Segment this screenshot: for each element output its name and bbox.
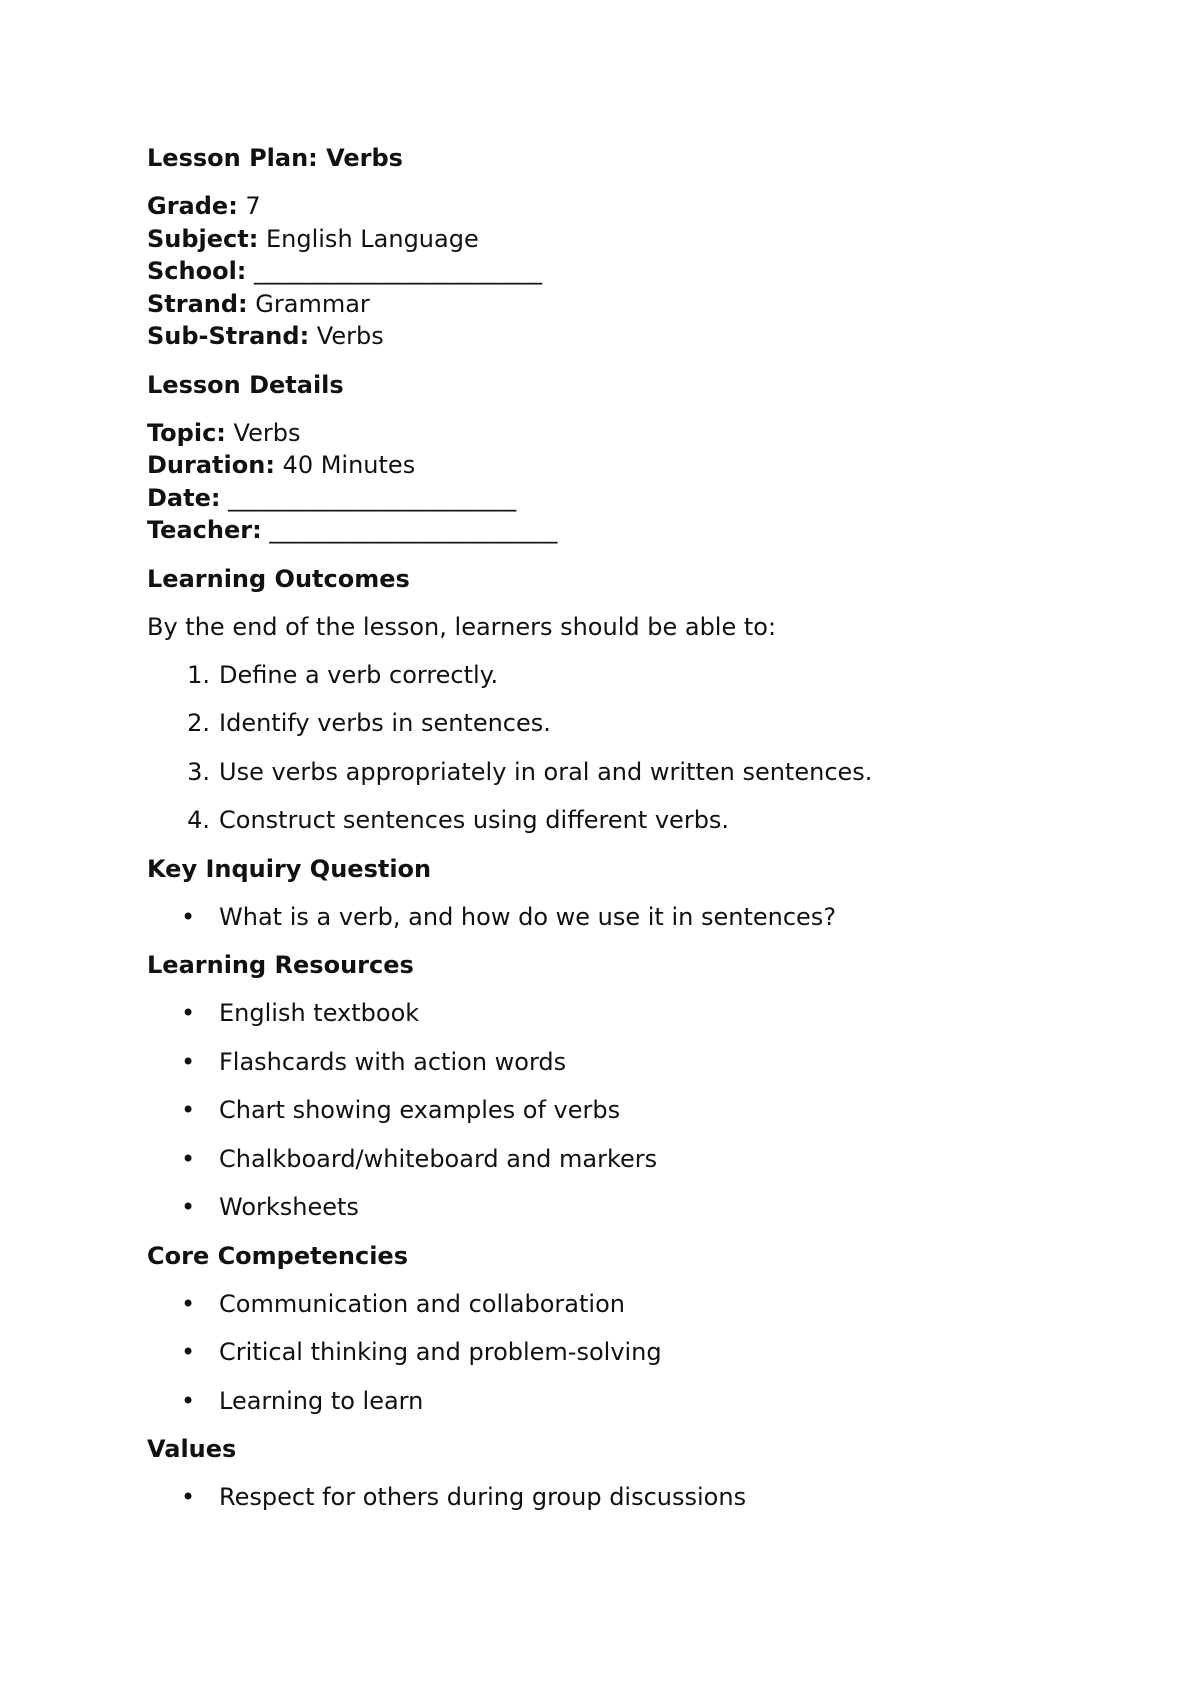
list-item-text: Worksheets	[219, 1193, 359, 1221]
core-competencies-section	[147, 1240, 1147, 1417]
info-value: English Language	[258, 224, 479, 253]
bullet-icon: •	[181, 1096, 196, 1124]
detail-value: Verbs	[225, 418, 301, 447]
learning-resources-section	[147, 949, 1147, 1223]
list-number: 4.	[187, 806, 210, 834]
key-inquiry-section	[147, 853, 1147, 933]
values-list	[147, 1481, 1147, 1513]
bullet-icon: •	[181, 1386, 196, 1415]
section-heading: Core Competencies	[147, 1241, 408, 1270]
section-heading: Values	[147, 1435, 237, 1463]
list-item	[147, 1046, 1147, 1078]
info-value: 7	[237, 192, 261, 220]
list-number: 1.	[187, 660, 210, 689]
document-title: Lesson Plan: Verbs	[147, 144, 403, 172]
info-value: ________________________	[246, 257, 543, 285]
document-page	[147, 142, 1147, 1530]
list-item-text: Learning to learn	[219, 1386, 424, 1415]
details-rows	[147, 417, 1147, 547]
learning-outcomes-section	[147, 563, 1147, 837]
list-item-text: Communication and collaboration	[219, 1289, 625, 1318]
list-item	[147, 997, 1147, 1029]
list-item	[147, 1094, 1147, 1126]
info-strand	[147, 288, 1147, 321]
info-grade	[147, 190, 1147, 223]
bullet-icon: •	[181, 999, 196, 1027]
list-item	[147, 1191, 1147, 1223]
list-item	[147, 659, 1147, 691]
list-item	[147, 756, 1147, 788]
list-number: 3.	[187, 757, 210, 786]
list-item	[147, 1481, 1147, 1513]
info-label: Grade:	[147, 192, 238, 220]
bullet-icon: •	[181, 1483, 196, 1511]
info-subject	[147, 223, 1147, 256]
list-item	[147, 1143, 1147, 1175]
list-item-text: What is a verb, and how do we use it in sentences?	[219, 902, 837, 931]
info-value: Grammar	[247, 289, 370, 318]
info-school	[147, 255, 1147, 288]
bullet-icon: •	[181, 1047, 196, 1076]
info-label: School:	[147, 257, 247, 285]
bullet-icon: •	[181, 902, 196, 931]
list-item-text: Chalkboard/whiteboard and markers	[219, 1144, 658, 1173]
list-item	[147, 707, 1147, 739]
info-value: Verbs	[309, 322, 384, 350]
bullet-icon: •	[181, 1144, 196, 1173]
info-label: Sub-Strand:	[147, 322, 310, 350]
list-item-text: Use verbs appropriately in oral and written sentences.	[219, 757, 873, 786]
list-number: 2.	[187, 709, 210, 737]
resources-list	[147, 997, 1147, 1223]
section-heading: Lesson Details	[147, 370, 344, 399]
detail-duration	[147, 449, 1147, 482]
lesson-info	[147, 190, 1147, 353]
info-sub-strand	[147, 320, 1147, 353]
outcomes-intro: By the end of the lesson, learners should be able to:	[147, 612, 777, 641]
bullet-icon: •	[181, 1193, 196, 1221]
detail-value: ________________________	[220, 483, 517, 512]
bullet-icon: •	[181, 1289, 196, 1318]
detail-label: Duration:	[147, 451, 275, 479]
section-heading: Learning Outcomes	[147, 564, 410, 593]
detail-label: Topic:	[147, 418, 226, 447]
list-item-text: Flashcards with action words	[219, 1047, 567, 1076]
list-item	[147, 1385, 1147, 1417]
detail-label: Date:	[147, 483, 221, 512]
info-label: Strand:	[147, 289, 248, 318]
list-item	[147, 901, 1147, 933]
list-item-text: Chart showing examples of verbs	[219, 1096, 621, 1124]
detail-date	[147, 482, 1147, 515]
list-item	[147, 1336, 1147, 1368]
detail-label: Teacher:	[147, 516, 262, 544]
detail-topic	[147, 417, 1147, 450]
list-item-text: English textbook	[219, 999, 420, 1027]
list-item	[147, 1288, 1147, 1320]
section-heading: Key Inquiry Question	[147, 854, 432, 883]
list-item-text: Define a verb correctly.	[219, 660, 499, 689]
detail-teacher	[147, 514, 1147, 547]
detail-value: 40 Minutes	[274, 451, 416, 479]
values-section	[147, 1433, 1147, 1513]
list-item-text: Critical thinking and problem-solving	[219, 1338, 662, 1366]
section-heading: Learning Resources	[147, 951, 414, 979]
inquiry-list	[147, 901, 1147, 933]
list-item-text: Identify verbs in sentences.	[219, 709, 551, 737]
outcomes-list	[147, 659, 1147, 837]
list-item-text: Construct sentences using different verbs.	[219, 806, 730, 834]
competencies-list	[147, 1288, 1147, 1417]
info-label: Subject:	[147, 224, 259, 253]
list-item	[147, 804, 1147, 836]
bullet-icon: •	[181, 1338, 196, 1366]
lesson-details-section	[147, 369, 1147, 547]
detail-value: ________________________	[261, 516, 558, 544]
list-item-text: Respect for others during group discussions	[219, 1483, 747, 1511]
